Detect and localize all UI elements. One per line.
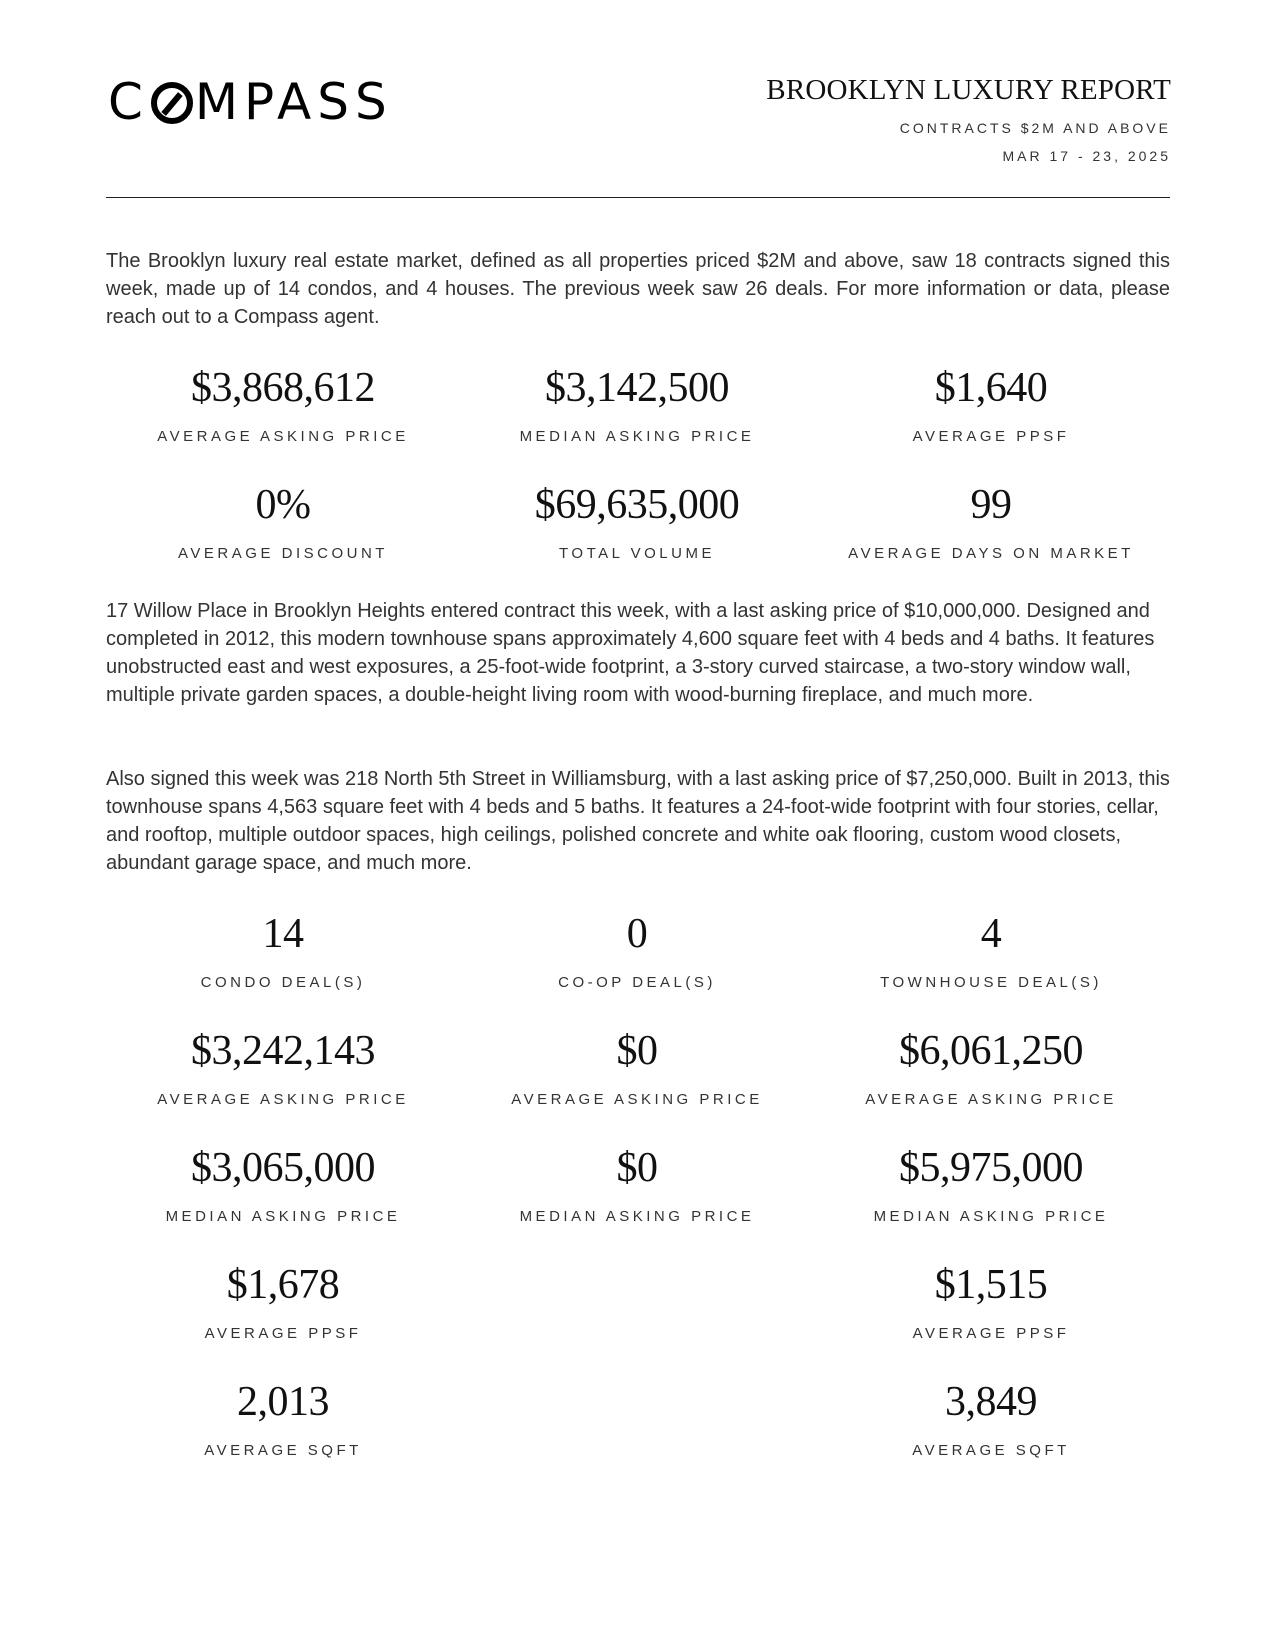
- stat-value: 0%: [255, 482, 311, 528]
- townhouse-deals-stat: [814, 910, 1168, 1027]
- stat-label: AVERAGE SQFT: [912, 1442, 1070, 1459]
- report-title: BROOKLYN LUXURY REPORT: [766, 74, 1171, 106]
- coop-empty-cell: [460, 1378, 814, 1495]
- condo-deals-stat: [106, 910, 460, 1027]
- stat-value: $1,640: [934, 365, 1048, 411]
- stat-label: AVERAGE PPSF: [912, 1325, 1070, 1342]
- condo-average-sqft-stat: [106, 1378, 460, 1495]
- stat-value: $69,635,000: [534, 482, 740, 528]
- stat-value: 2,013: [237, 1379, 329, 1425]
- condo-average-ppsf-stat: [106, 1261, 460, 1378]
- stat-value: 99: [970, 482, 1012, 528]
- stat-value: $3,868,612: [191, 365, 375, 411]
- stat-value: $5,975,000: [899, 1145, 1083, 1191]
- coop-deals-stat: [460, 910, 814, 1027]
- stat-label: CONDO DEAL(S): [200, 974, 366, 991]
- stat-value: $3,065,000: [191, 1145, 375, 1191]
- stat-label: AVERAGE PPSF: [912, 428, 1070, 445]
- stat-label: AVERAGE SQFT: [204, 1442, 362, 1459]
- intro-paragraph: The Brooklyn luxury real estate market, defined as all properties priced $2M and above, saw 18 contracts signed this week, made up of 14 condos, and 4 houses. The previous week saw 26 deals. For more information or data, please reach out to a Compass agent.: [106, 250, 1170, 328]
- stat-label: AVERAGE DAYS ON MARKET: [848, 545, 1134, 562]
- stat-average-ppsf: [814, 364, 1168, 481]
- property-type-stats-grid: [106, 910, 1170, 1495]
- stat-value: $3,142,500: [545, 365, 729, 411]
- summary-stats-grid: [106, 364, 1170, 598]
- stat-value: $0: [616, 1028, 658, 1074]
- stat-value: $0: [616, 1145, 658, 1191]
- stat-value: 4: [980, 911, 1002, 957]
- compass-logo-o-icon: [151, 82, 193, 124]
- stat-label: MEDIAN ASKING PRICE: [165, 1208, 401, 1225]
- highlight-paragraph-willow-place: 17 Willow Place in Brooklyn Heights entered contract this week, with a last asking price of $10,000,000. Designed and completed in 2012, this modern townhouse spans approximately 4,600 square feet with 4 beds and 4 baths. It features unobstructed east and west exposures, a 25-foot-wide footprint, a 3-story curved staircase, a two-story window wall, multiple private garden spaces, a double-height living room with wood-burning fireplace, and much more.: [106, 600, 1155, 706]
- townhouse-median-asking-price-stat: [814, 1144, 1168, 1261]
- stat-label: MEDIAN ASKING PRICE: [519, 428, 755, 445]
- stat-label: AVERAGE ASKING PRICE: [157, 428, 409, 445]
- stat-label: AVERAGE ASKING PRICE: [157, 1091, 409, 1108]
- compass-logo: C MPASS: [108, 73, 393, 131]
- stat-label: AVERAGE DISCOUNT: [178, 545, 388, 562]
- report-subheader: [900, 114, 1171, 170]
- stat-label: TOWNHOUSE DEAL(S): [880, 974, 1102, 991]
- stat-label: CO-OP DEAL(S): [558, 974, 716, 991]
- highlight-paragraph-north-5th-street: Also signed this week was 218 North 5th Street in Williamsburg, with a last asking price of $7,250,000. Built in 2013, this townhouse spans 4,563 square feet with 4 beds and 5 baths. It features a 24-foot-wide footprint with four stories, cellar, and rooftop, multiple outdoor spaces, high ceilings, polished concrete and white oak flooring, custom wood closets, abundant garage space, and much more.: [106, 768, 1170, 874]
- stat-value: $6,061,250: [899, 1028, 1083, 1074]
- condo-average-asking-price-stat: [106, 1027, 460, 1144]
- report-date-range: MAR 17 - 23, 2025: [1002, 148, 1171, 164]
- stat-average-days-on-market: [814, 481, 1168, 598]
- stat-label: TOTAL VOLUME: [559, 545, 715, 562]
- coop-median-asking-price-stat: [460, 1144, 814, 1261]
- stat-label: MEDIAN ASKING PRICE: [873, 1208, 1109, 1225]
- stat-value: 0: [626, 911, 648, 957]
- coop-average-asking-price-stat: [460, 1027, 814, 1144]
- stat-label: AVERAGE PPSF: [204, 1325, 362, 1342]
- condo-median-asking-price-stat: [106, 1144, 460, 1261]
- stat-value: $1,678: [226, 1262, 340, 1308]
- stat-label: MEDIAN ASKING PRICE: [519, 1208, 755, 1225]
- report-subtitle: CONTRACTS $2M AND ABOVE: [899, 120, 1171, 136]
- stat-median-asking-price: [460, 364, 814, 481]
- stat-value: $1,515: [934, 1262, 1048, 1308]
- coop-empty-cell: [460, 1261, 814, 1378]
- stat-average-discount: [106, 481, 460, 598]
- stat-total-volume: [460, 481, 814, 598]
- stat-value: $3,242,143: [191, 1028, 375, 1074]
- stat-average-asking-price: [106, 364, 460, 481]
- stat-label: AVERAGE ASKING PRICE: [511, 1091, 763, 1108]
- townhouse-average-asking-price-stat: [814, 1027, 1168, 1144]
- stat-value: 14: [262, 911, 304, 957]
- townhouse-average-sqft-stat: [814, 1378, 1168, 1495]
- header-divider: [106, 197, 1170, 198]
- stat-label: AVERAGE ASKING PRICE: [865, 1091, 1117, 1108]
- townhouse-average-ppsf-stat: [814, 1261, 1168, 1378]
- stat-value: 3,849: [945, 1379, 1037, 1425]
